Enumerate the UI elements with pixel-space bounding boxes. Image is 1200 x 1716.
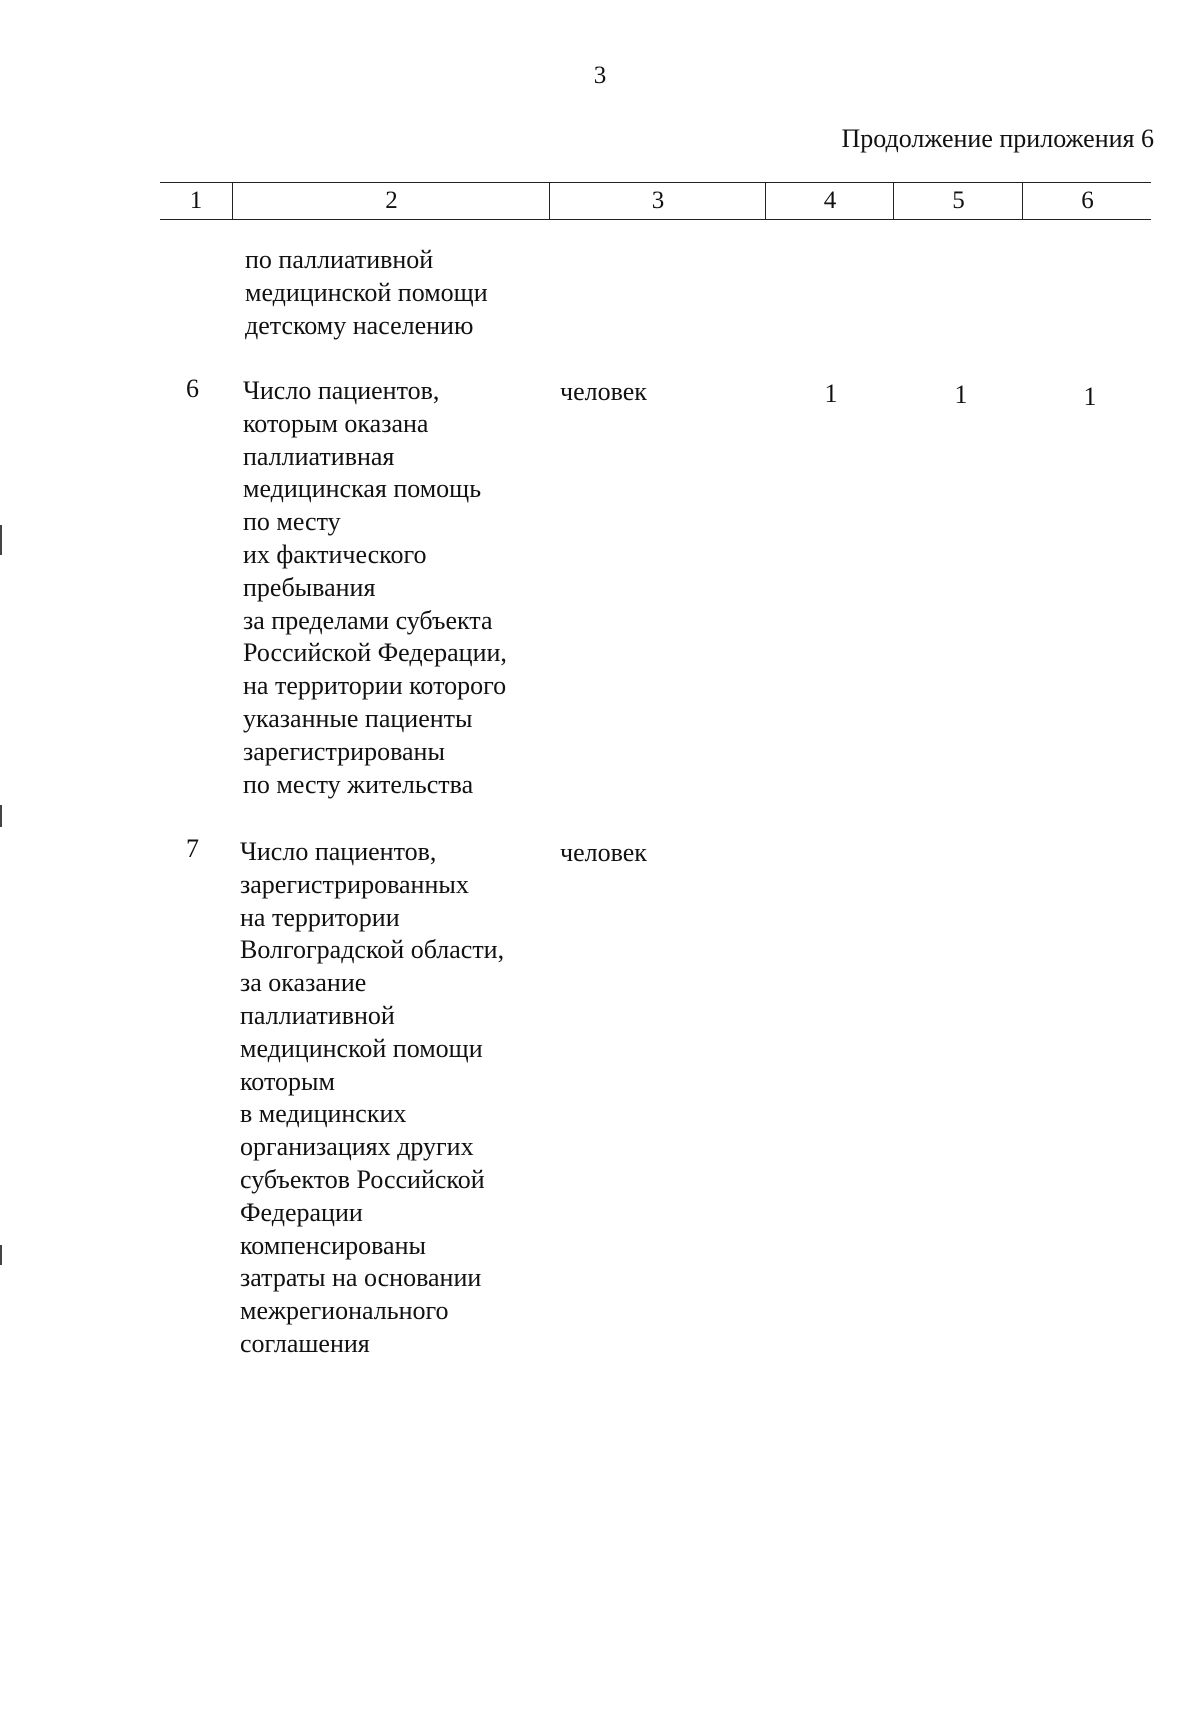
table-header-row <box>160 182 1151 220</box>
row-description: Число пациентов, зарегистрированных на территории Волгоградской области, за оказание паллиативной медицинской помощи которым в медицинских организациях других субъектов Российской Федерации компенсированы затраты на основании межрегионального соглашения <box>240 837 505 1358</box>
row-unit: человек <box>560 377 647 406</box>
header-cell-1: 1 <box>189 187 203 214</box>
row-value-col6: 1 <box>1083 382 1097 411</box>
row-value-col4: 1 <box>824 379 838 408</box>
scan-edge-mark <box>0 805 2 827</box>
row-value-col5: 1 <box>954 380 968 409</box>
scan-edge-mark <box>0 1245 2 1265</box>
row-description: Число пациентов, которым оказана паллиативная медицинская помощь по месту их фактического пребывания за пределами субъекта Российской Федерации, на территории которого указанные пациенты зарегистрированы по месту жительства <box>243 376 507 799</box>
row-unit: человек <box>560 838 647 867</box>
header-cell-5: 5 <box>893 183 1023 219</box>
header-cell-6: 6 <box>1022 183 1152 219</box>
row-number: 6 <box>186 374 199 403</box>
continuation-label: Продолжение приложения 6 <box>841 124 1154 153</box>
header-cell-3: 3 <box>549 183 766 219</box>
header-cell-4: 4 <box>765 183 894 219</box>
row-description: по паллиативной медицинской помощи детскому населению <box>245 245 488 340</box>
page-number: 3 <box>593 62 607 89</box>
scan-edge-mark <box>0 525 2 555</box>
row-number: 7 <box>186 834 199 863</box>
header-cell-2: 2 <box>232 183 550 219</box>
